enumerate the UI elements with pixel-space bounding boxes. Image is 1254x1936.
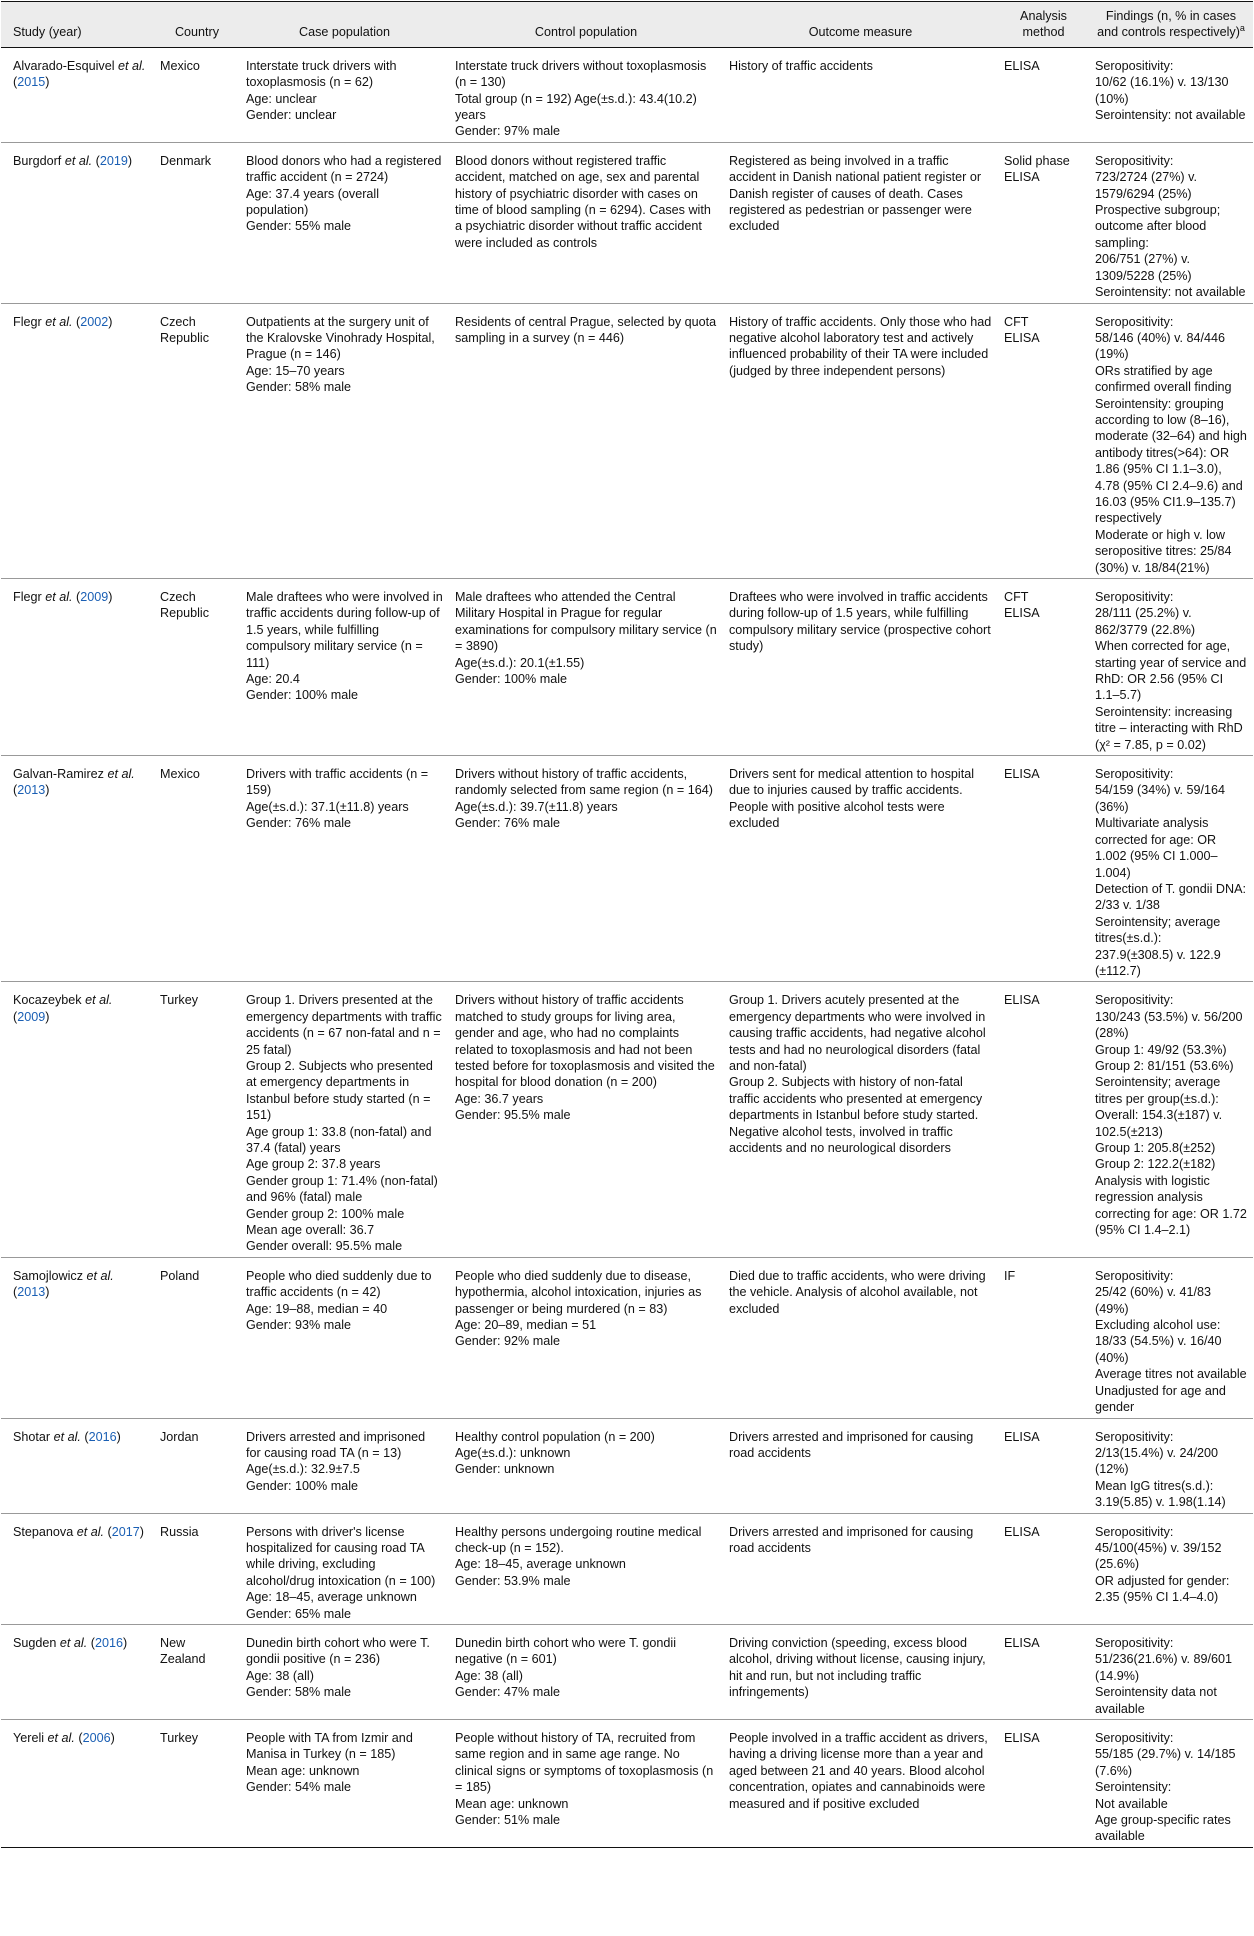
study-authors: Alvarado-Esquivel xyxy=(13,58,115,73)
table-row xyxy=(1,303,1253,579)
header-analysis-method: Analysis method xyxy=(998,2,1089,48)
case-population-cell: Drivers arrested and imprisoned for causing road TA (n = 13) Age(±s.d.): 32.9±7.5 Gender: 100% male xyxy=(240,1418,449,1513)
table-header-row xyxy=(1,2,1253,48)
analysis-method-cell: IF xyxy=(998,1257,1089,1418)
findings-cell: Seropositivity: 54/159 (34%) v. 59/164 (36%) Multivariate analysis corrected for age: OR 1.002 (95% CI 1.000–1.004) Detection of T. gondii DNA: 2/33 v. 1/38 Serointensity; average titres(±s.d.): 237.9(±308.5) v. 122.9 (±112.7) xyxy=(1089,756,1253,982)
study-cell: Samojlowicz et al. (2013) xyxy=(1,1257,154,1418)
outcome-measure-cell: Drivers arrested and imprisoned for causing road accidents xyxy=(723,1513,998,1624)
outcome-measure-cell: People involved in a traffic accident as drivers, having a driving license more than a year and aged between 21 and 40 years. Blood alcohol concentration, opiates and cannabinoids were measured and if positive excluded xyxy=(723,1720,998,1848)
country-cell: Turkey xyxy=(154,1720,240,1848)
control-population-cell: Healthy control population (n = 200) Age(±s.d.): unknown Gender: unknown xyxy=(449,1418,723,1513)
header-findings-text: Findings (n, % in cases and controls respectively) xyxy=(1097,9,1240,40)
control-population-cell: Interstate truck drivers without toxoplasmosis (n = 130) Total group (n = 192) Age(±s.d.): 43.4(10.2) years Gender: 97% male xyxy=(449,47,723,142)
case-population-cell: People with TA from Izmir and Manisa in Turkey (n = 185) Mean age: unknown Gender: 54% male xyxy=(240,1720,449,1848)
header-findings xyxy=(1089,2,1253,48)
analysis-method-cell: ELISA xyxy=(998,47,1089,142)
findings-cell: Seropositivity: 58/146 (40%) v. 84/446 (19%) ORs stratified by age confirmed overall finding Serointensity: grouping according to low (8–16), moderate (32–64) and high antibody titres(>64): OR 1.86 (95% CI 1.1–3.0), 4.78 (95% CI 2.4–9.6) and 16.03 (95% CI1.9–135.7) respectively Moderate or high v. low seropositive titres: 25/84 (30%) v. 18/84(21%) xyxy=(1089,303,1253,579)
control-population-cell: Drivers without history of traffic accidents matched to study groups for living area, gender and age, who had no complaints related to toxoplasmosis and had not been tested before for toxoplasmosis and visited the hospital for blood donation (n = 200) Age: 36.7 years Gender: 95.5% male xyxy=(449,982,723,1258)
study-etal: et al. xyxy=(47,1731,75,1745)
study-cell: Flegr et al. (2009) xyxy=(1,579,154,756)
country-cell: Russia xyxy=(154,1513,240,1624)
analysis-method-cell: Solid phase ELISA xyxy=(998,142,1089,303)
findings-cell: Seropositivity: 25/42 (60%) v. 41/83 (49%) Excluding alcohol use: 18/33 (54.5%) v. 16/40 (40%) Average titres not available Unadjusted for age and gender xyxy=(1089,1257,1253,1418)
country-cell: Mexico xyxy=(154,756,240,982)
outcome-measure-cell: Drivers arrested and imprisoned for causing road accidents xyxy=(723,1418,998,1513)
study-year-link[interactable]: 2009 xyxy=(80,590,109,604)
control-population-cell: Residents of central Prague, selected by quota sampling in a survey (n = 446) xyxy=(449,303,723,579)
study-etal: et al. xyxy=(107,767,135,782)
findings-cell: Seropositivity: 45/100(45%) v. 39/152 (25.6%) OR adjusted for gender: 2.35 (95% CI 1.4–4.0) xyxy=(1089,1513,1253,1624)
findings-cell: Seropositivity: 130/243 (53.5%) v. 56/200 (28%) Group 1: 49/92 (53.3%) Group 2: 81/151 (53.6%) Serointensity; average titres per group(±s.d.): Overall: 154.3(±187) v. 102.5(±213) Group 1: 205.8(±252) Group 2: 122.2(±182) Analysis with logistic regression analysis correcting for age: OR 1.72 (95% CI 1.4–2.1) xyxy=(1089,982,1253,1258)
case-population-cell: Dunedin birth cohort who were T. gondii positive (n = 236) Age: 38 (all) Gender: 58% male xyxy=(240,1624,449,1719)
table-row xyxy=(1,142,1253,303)
header-outcome-measure: Outcome measure xyxy=(723,2,998,48)
header-study: Study (year) xyxy=(1,2,154,48)
findings-cell: Seropositivity: 2/13(15.4%) v. 24/200 (12%) Mean IgG titres(s.d.): 3.19(5.85) v. 1.98(1.14) xyxy=(1089,1418,1253,1513)
outcome-measure-cell: Driving conviction (speeding, excess blood alcohol, driving without license, causing injury, hit and run, but not including traffic infringements) xyxy=(723,1624,998,1719)
control-population-cell: Male draftees who attended the Central Military Hospital in Prague for regular examinations for compulsory military service (n = 3890) Age(±s.d.): 20.1(±1.55) Gender: 100% male xyxy=(449,579,723,756)
study-authors: Burgdorf xyxy=(13,153,62,168)
header-control-population: Control population xyxy=(449,2,723,48)
study-cell: Galvan-Ramirez et al. (2013) xyxy=(1,756,154,982)
outcome-measure-cell: Drivers sent for medical attention to hospital due to injuries caused by traffic accidents. People with positive alcohol tests were excluded xyxy=(723,756,998,982)
country-cell: Turkey xyxy=(154,982,240,1258)
case-population-cell: People who died suddenly due to traffic accidents (n = 42) Age: 19–88, median = 40 Gender: 93% male xyxy=(240,1257,449,1418)
study-etal: et al. xyxy=(59,1635,88,1650)
study-cell: Shotar et al. (2016) xyxy=(1,1418,154,1513)
control-population-cell: Healthy persons undergoing routine medical check-up (n = 152). Age: 18–45, average unknown Gender: 53.9% male xyxy=(449,1513,723,1624)
study-authors: Shotar xyxy=(13,1429,51,1444)
table-row xyxy=(1,756,1253,982)
analysis-method-cell: CFT ELISA xyxy=(998,303,1089,579)
study-cell: Alvarado-Esquivel et al. (2015) xyxy=(1,47,154,142)
table-row xyxy=(1,579,1253,756)
findings-cell: Seropositivity: 10/62 (16.1%) v. 13/130 (10%) Serointensity: not available xyxy=(1089,47,1253,142)
table-row xyxy=(1,1418,1253,1513)
studies-table-container xyxy=(1,1,1253,1848)
study-etal: et al. xyxy=(118,58,146,73)
study-authors: Galvan-Ramirez xyxy=(13,767,104,782)
study-year-link[interactable]: 2015 xyxy=(17,75,46,90)
study-year-link[interactable]: 2017 xyxy=(111,1524,140,1539)
study-year-link[interactable]: 2013 xyxy=(17,1285,46,1300)
case-population-cell: Outpatients at the surgery unit of the Kralovske Vinohrady Hospital, Prague (n = 146) Age: 15–70 years Gender: 58% male xyxy=(240,303,449,579)
analysis-method-cell: ELISA xyxy=(998,982,1089,1258)
study-year-link[interactable]: 2009 xyxy=(17,1009,46,1024)
table-row xyxy=(1,47,1253,142)
study-cell: Sugden et al. (2016) xyxy=(1,1624,154,1719)
analysis-method-cell: CFT ELISA xyxy=(998,579,1089,756)
control-population-cell: Blood donors without registered traffic accident, matched on age, sex and parental history of psychiatric disorder with cases on time of blood sampling (n = 6294). Cases with a psychiatric disorder without traffic accident were included as controls xyxy=(449,142,723,303)
header-findings-footnote: a xyxy=(1239,23,1245,34)
table-body xyxy=(1,47,1253,1847)
table-row xyxy=(1,1720,1253,1848)
table-row xyxy=(1,1624,1253,1719)
study-etal: et al. xyxy=(45,314,73,329)
case-population-cell: Male draftees who were involved in traffic accidents during follow-up of 1.5 years, while fulfilling compulsory military service (n = 111) Age: 20.4 Gender: 100% male xyxy=(240,579,449,756)
outcome-measure-cell: History of traffic accidents xyxy=(723,47,998,142)
study-authors: Sugden xyxy=(13,1635,57,1650)
analysis-method-cell: ELISA xyxy=(998,756,1089,982)
country-cell: Denmark xyxy=(154,142,240,303)
study-cell: Flegr et al. (2002) xyxy=(1,303,154,579)
outcome-measure-cell: History of traffic accidents. Only those who had negative alcohol laboratory test and actively influenced probability of their TA were included (judged by three independent persons) xyxy=(723,303,998,579)
study-authors: Samojlowicz xyxy=(13,1268,83,1283)
control-population-cell: Drivers without history of traffic accidents, randomly selected from same region (n = 164) Age(±s.d.): 39.7(±11.8) years Gender: 76% male xyxy=(449,756,723,982)
header-country: Country xyxy=(154,2,240,48)
study-cell: Burgdorf et al. (2019) xyxy=(1,142,154,303)
study-etal: et al. xyxy=(45,590,73,604)
outcome-measure-cell: Group 1. Drivers acutely presented at the emergency departments who were involved in causing traffic accidents, had negative alcohol tests and had no neurological disorders (fatal and non-fatal) Group 2. Subjects with history of non-fatal traffic accidents who presented at emergency departments in Istanbul before study started. Negative alcohol tests, involved in traffic accidents and no neurological disorders xyxy=(723,982,998,1258)
outcome-measure-cell: Died due to traffic accidents, who were driving the vehicle. Analysis of alcohol available, not excluded xyxy=(723,1257,998,1418)
country-cell: Czech Republic xyxy=(154,579,240,756)
table-row xyxy=(1,982,1253,1258)
case-population-cell: Drivers with traffic accidents (n = 159) Age(±s.d.): 37.1(±11.8) years Gender: 76% male xyxy=(240,756,449,982)
findings-cell: Seropositivity: 51/236(21.6%) v. 89/601 (14.9%) Serointensity data not available xyxy=(1089,1624,1253,1719)
study-year-link[interactable]: 2013 xyxy=(17,783,46,798)
outcome-measure-cell: Draftees who were involved in traffic accidents during follow-up of 1.5 years, while fulfilling compulsory military service (prospective cohort study) xyxy=(723,579,998,756)
study-etal: et al. xyxy=(85,993,113,1008)
control-population-cell: People who died suddenly due to disease, hypothermia, alcohol intoxication, injuries as passenger or being murdered (n = 83) Age: 20–89, median = 51 Gender: 92% male xyxy=(449,1257,723,1418)
outcome-measure-cell: Registered as being involved in a traffic accident in Danish national patient register or Danish register of causes of death. Cases registered as pedestrian or passenger were excluded xyxy=(723,142,998,303)
analysis-method-cell: ELISA xyxy=(998,1624,1089,1719)
study-etal: et al. xyxy=(76,1524,105,1539)
table-row xyxy=(1,1513,1253,1624)
findings-cell: Seropositivity: 723/2724 (27%) v. 1579/6294 (25%) Prospective subgroup; outcome after blood sampling: 206/751 (27%) v. 1309/5228 (25%) Serointensity: not available xyxy=(1089,142,1253,303)
country-cell: Poland xyxy=(154,1257,240,1418)
table-row xyxy=(1,1257,1253,1418)
study-cell: Kocazeybek et al. (2009) xyxy=(1,982,154,1258)
findings-cell: Seropositivity: 28/111 (25.2%) v. 862/3779 (22.8%) When corrected for age, starting year of service and RhD: OR 2.56 (95% CI 1.1–5.7) Serointensity: increasing titre – interacting with RhD (χ² = 7.85, p = 0.02) xyxy=(1089,579,1253,756)
case-population-cell: Group 1. Drivers presented at the emergency departments with traffic accidents (n = 67 non-fatal and n = 25 fatal) Group 2. Subjects who presented at emergency departments in Istanbul before study started (n = 151) Age group 1: 33.8 (non-fatal) and 37.4 (fatal) years Age group 2: 37.8 years Gender group 1: 71.4% (non-fatal) and 96% (fatal) male Gender group 2: 100% male Mean age overall: 36.7 Gender overall: 95.5% male xyxy=(240,982,449,1258)
study-etal: et al. xyxy=(53,1429,81,1444)
study-authors: Flegr xyxy=(13,590,42,604)
study-etal: et al. xyxy=(64,153,93,168)
study-year-link[interactable]: 2006 xyxy=(82,1731,111,1745)
study-year-link[interactable]: 2016 xyxy=(94,1635,123,1650)
country-cell: New Zealand xyxy=(154,1624,240,1719)
study-year-link[interactable]: 2019 xyxy=(99,153,128,168)
study-authors: Stepanova xyxy=(13,1524,74,1539)
analysis-method-cell: ELISA xyxy=(998,1418,1089,1513)
analysis-method-cell: ELISA xyxy=(998,1513,1089,1624)
study-authors: Kocazeybek xyxy=(13,993,82,1008)
study-year-link[interactable]: 2016 xyxy=(88,1429,117,1444)
country-cell: Jordan xyxy=(154,1418,240,1513)
study-cell: Stepanova et al. (2017) xyxy=(1,1513,154,1624)
analysis-method-cell: ELISA xyxy=(998,1720,1089,1848)
case-population-cell: Interstate truck drivers with toxoplasmosis (n = 62) Age: unclear Gender: unclear xyxy=(240,47,449,142)
country-cell: Mexico xyxy=(154,47,240,142)
studies-table xyxy=(1,1,1253,1848)
study-year-link[interactable]: 2002 xyxy=(80,314,109,329)
study-cell: Yereli et al. (2006) xyxy=(1,1720,154,1848)
study-authors: Flegr xyxy=(13,314,42,329)
control-population-cell: Dunedin birth cohort who were T. gondii negative (n = 601) Age: 38 (all) Gender: 47% male xyxy=(449,1624,723,1719)
case-population-cell: Persons with driver's license hospitalized for causing road TA while driving, excluding alcohol/drug intoxication (n = 100) Age: 18–45, average unknown Gender: 65% male xyxy=(240,1513,449,1624)
control-population-cell: People without history of TA, recruited from same region and in same age range. No clinical signs or symptoms of toxoplasmosis (n = 185) Mean age: unknown Gender: 51% male xyxy=(449,1720,723,1848)
study-authors: Yereli xyxy=(13,1731,45,1745)
country-cell: Czech Republic xyxy=(154,303,240,579)
case-population-cell: Blood donors who had a registered traffic accident (n = 2724) Age: 37.4 years (overall population) Gender: 55% male xyxy=(240,142,449,303)
findings-cell: Seropositivity: 55/185 (29.7%) v. 14/185 (7.6%) Serointensity: Not available Age group-specific rates available xyxy=(1089,1720,1253,1848)
study-etal: et al. xyxy=(86,1268,114,1283)
header-case-population: Case population xyxy=(240,2,449,48)
